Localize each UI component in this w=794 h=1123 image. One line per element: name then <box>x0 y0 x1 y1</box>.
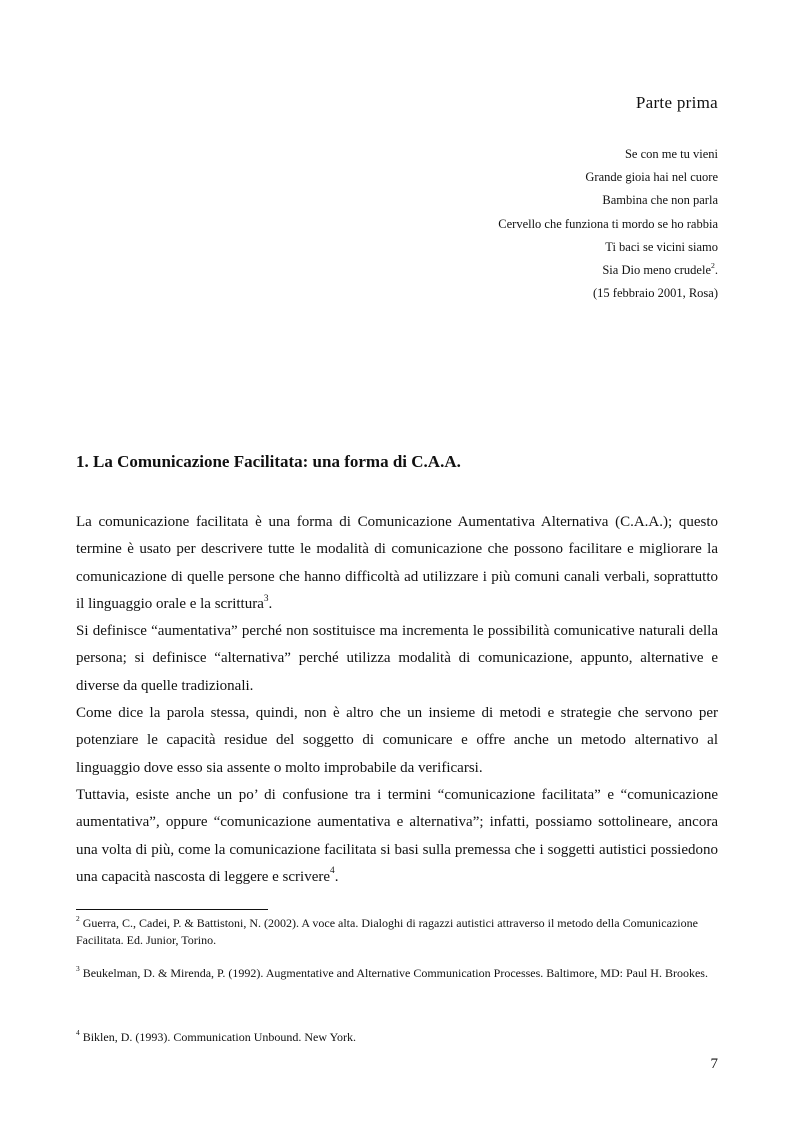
footnote-3 <box>76 965 718 982</box>
paragraph: Come dice la parola stessa, quindi, non è altro che un insieme di metodi e strategie che servono per potenziare le capacità residue del soggetto di comunicare e offre anche un metodo alternativo al linguaggio dove esso sia assente o molto improbabile da verificarsi. <box>76 705 718 776</box>
part-title: Parte prima <box>635 93 718 112</box>
footnote-text: Beukelman, D. & Mirenda, P. (1992). Augmentative and Alternative Communication Processes. Baltimore, MD: Paul H. Brookes. <box>82 966 708 980</box>
footnote-number: 3 <box>76 963 80 973</box>
footnote-4 <box>76 1029 718 1046</box>
poem-line: Cervello che funziona ti mordo se ho rabbia <box>498 216 718 231</box>
poem-line: Grande gioia hai nel cuore <box>585 170 718 185</box>
page-number: 7 <box>710 1056 718 1072</box>
poem-attribution: (15 febbraio 2001, Rosa) <box>593 286 718 301</box>
paragraph-text: La comunicazione facilitata è una forma di Comunicazione Aumentativa Alternativa (C.A.A.); questo termine è usato per descrivere tutte le modalità di comunicazione che possono facilitare e migliorare la comunicazione di quelle persone che hanno difficoltà ad utilizzare i più comuni canali verbali, soprattutto il linguaggio orale e la scrittura <box>76 514 718 612</box>
poem-line-last <box>498 259 718 282</box>
poem-line: Se con me tu vieni <box>624 147 718 161</box>
paragraph-text: Tuttavia, esiste anche un po’ di confusione tra i termini “comunicazione facilitata” e “comunicazione aumentativa”, oppure “comunicazione aumentativa e alternativa”; infatti, possiamo sottolineare, ancora una volta di più, come la comunicazione facilitata si basi sulla premessa che i soggetti autistici possiedono una capacità nascosta di leggere e scrivere <box>76 786 718 885</box>
footnote-ref-2[interactable]: 2 <box>711 260 715 270</box>
epigraph-poem <box>498 143 718 305</box>
footnote-number: 4 <box>76 1027 80 1037</box>
poem-line-end: . <box>714 263 718 278</box>
footnote-number: 2 <box>76 913 80 923</box>
footnote-ref-3[interactable]: 3 <box>263 593 269 604</box>
section-heading: 1. La Comunicazione Facilitata: una forma di C.A.A. <box>76 452 461 471</box>
body-text <box>76 509 718 891</box>
footnote-ref-4[interactable]: 4 <box>330 866 335 877</box>
poem-line: Bambina che non parla <box>602 193 718 208</box>
footnote-text: Guerra, C., Cadei, P. & Battistoni, N. (2002). A voce alta. Dialoghi di ragazzi autistici attraverso il metodo della Comunicazione Facilitata. Ed. Junior, Torino. <box>76 916 698 947</box>
poem-line-text: Sia Dio meno crudele <box>602 263 711 278</box>
paragraph-end: . <box>334 868 339 885</box>
paragraph-end: . <box>268 595 273 612</box>
paragraph <box>76 509 718 618</box>
footnote-2 <box>76 915 718 949</box>
paragraph <box>76 782 718 891</box>
paragraph: Si definisce “aumentativa” perché non sostituisce ma incrementa le possibilità comunicative naturali della persona; si definisce “alternativa” perché utilizza modalità di comunicazione, appunto, alternative e diverse da quelle tradizionali. <box>76 623 718 694</box>
poem-line: Ti baci se vicini siamo <box>605 239 718 254</box>
footnote-separator <box>76 909 268 910</box>
footnote-text: Biklen, D. (1993). Communication Unbound. New York. <box>82 1030 357 1044</box>
